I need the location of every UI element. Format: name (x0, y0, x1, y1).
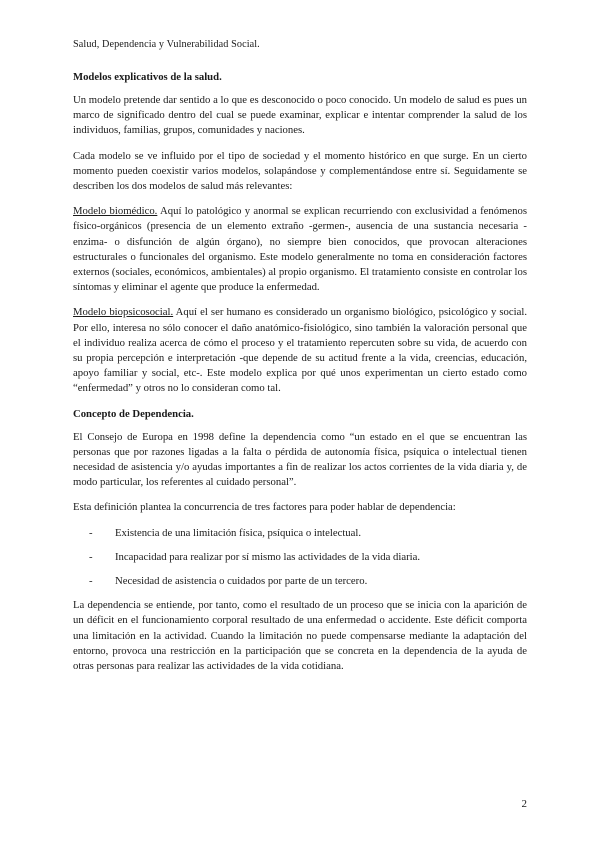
section-heading-modelos: Modelos explicativos de la salud. (73, 71, 222, 83)
list-item (73, 550, 527, 565)
factors-list (73, 526, 527, 590)
paragraph-modelo-biomedico (73, 204, 527, 295)
list-item (73, 574, 527, 589)
paragraph-influencia-sociedad: Cada modelo se ve influido por el tipo de sociedad y el momento histórico en que surge. En un cierto momento pueden coexistir varios modelos, solapándose y complementándose entre sí. Seguidamente se describen los dos modelos de salud más relevantes: (73, 149, 527, 193)
section-heading-dependencia: Concepto de Dependencia. (73, 407, 194, 420)
list-item (73, 526, 527, 541)
term-modelo-biopsicosocial: Modelo biopsicosocial. (73, 306, 174, 319)
list-bullet: - (89, 550, 93, 563)
page-content (73, 70, 527, 684)
list-bullet: - (89, 526, 93, 539)
text-modelo-biopsicosocial: Aquí el ser humano es considerado un organismo biológico, psicológico y social. Por ello, interesa no sólo conocer el daño anatómico-fisiológico, sino también la valoración personal que el individuo realiza acerca de cómo el proceso y el tratamiento repercuten sobre su vida, de acuerdo con su propia percepción e interpretación -que depende de su actitud frente a la vida, creencias, educación, apoyo familiar y social, etc-. Este modelo explica por qué unos experimentan un cierto estado como “enfermedad” y otros no lo consideran como tal. (73, 306, 527, 395)
paragraph-consejo-europa: El Consejo de Europa en 1998 define la dependencia como “un estado en el que se encuentran las personas que por razones ligadas a la falta o pérdida de autonomía física, psíquica o intelectual tienen necesidad de asistencia y/o ayudas importantes a fin de realizar los actos corrientes de la vida diaria y, de modo particular, los referentes al cuidado personal”. (73, 430, 527, 489)
page-number: 2 (521, 798, 527, 810)
list-item-text: Necesidad de asistencia o cuidados por parte de un tercero. (115, 575, 368, 588)
text-modelo-biomedico: Aquí lo patológico y anormal se explican recurriendo con exclusividad a fenómenos físico-orgánicos (presencia de un elemento extraño -germen-, ausencia de una sustancia necesaria -enzima- o disfunción de algún órgano), no siempre bien conocidos, que provocan alteraciones estructurales o funcionales del organismo. Este modelo generalmente no toma en consideración factores externos (sociales, económicos, ambientales) al propio organismo. El tratamiento consiste en controlar los síntomas y eliminar el agente que produce la enfermedad. (73, 205, 527, 294)
paragraph-modelo-definicion: Un modelo pretende dar sentido a lo que es desconocido o poco conocido. Un modelo de salud es pues un marco de significado dentro del cual se puede examinar, explicar e intentar comprender la salud de los individuos, familias, grupos, comunidades y naciones. (73, 94, 527, 137)
paragraph-proceso-dependencia: La dependencia se entiende, por tanto, como el resultado de un proceso que se inicia con la aparición de un déficit en el funcionamiento corporal resultado de una enfermedad o accidente. Este déficit comporta una limitación en la actividad. Cuando la limitación no puede compensarse mediante la adaptación del entorno, provoca una restricción en la participación que se concreta en la dependencia de la ayuda de otras personas para realizar las actividades de la vida cotidiana. (73, 599, 527, 673)
list-item-text: Existencia de una limitación física, psíquica o intelectual. (115, 526, 362, 539)
list-item-text: Incapacidad para realizar por sí mismo las actividades de la vida diaria. (115, 550, 421, 563)
list-bullet: - (89, 575, 93, 588)
paragraph-tres-factores: Esta definición plantea la concurrencia de tres factores para poder hablar de dependencia: (73, 501, 456, 514)
running-header: Salud, Dependencia y Vulnerabilidad Social. (73, 39, 260, 50)
term-modelo-biomedico: Modelo biomédico. (73, 205, 158, 218)
paragraph-modelo-biopsicosocial (73, 305, 527, 396)
